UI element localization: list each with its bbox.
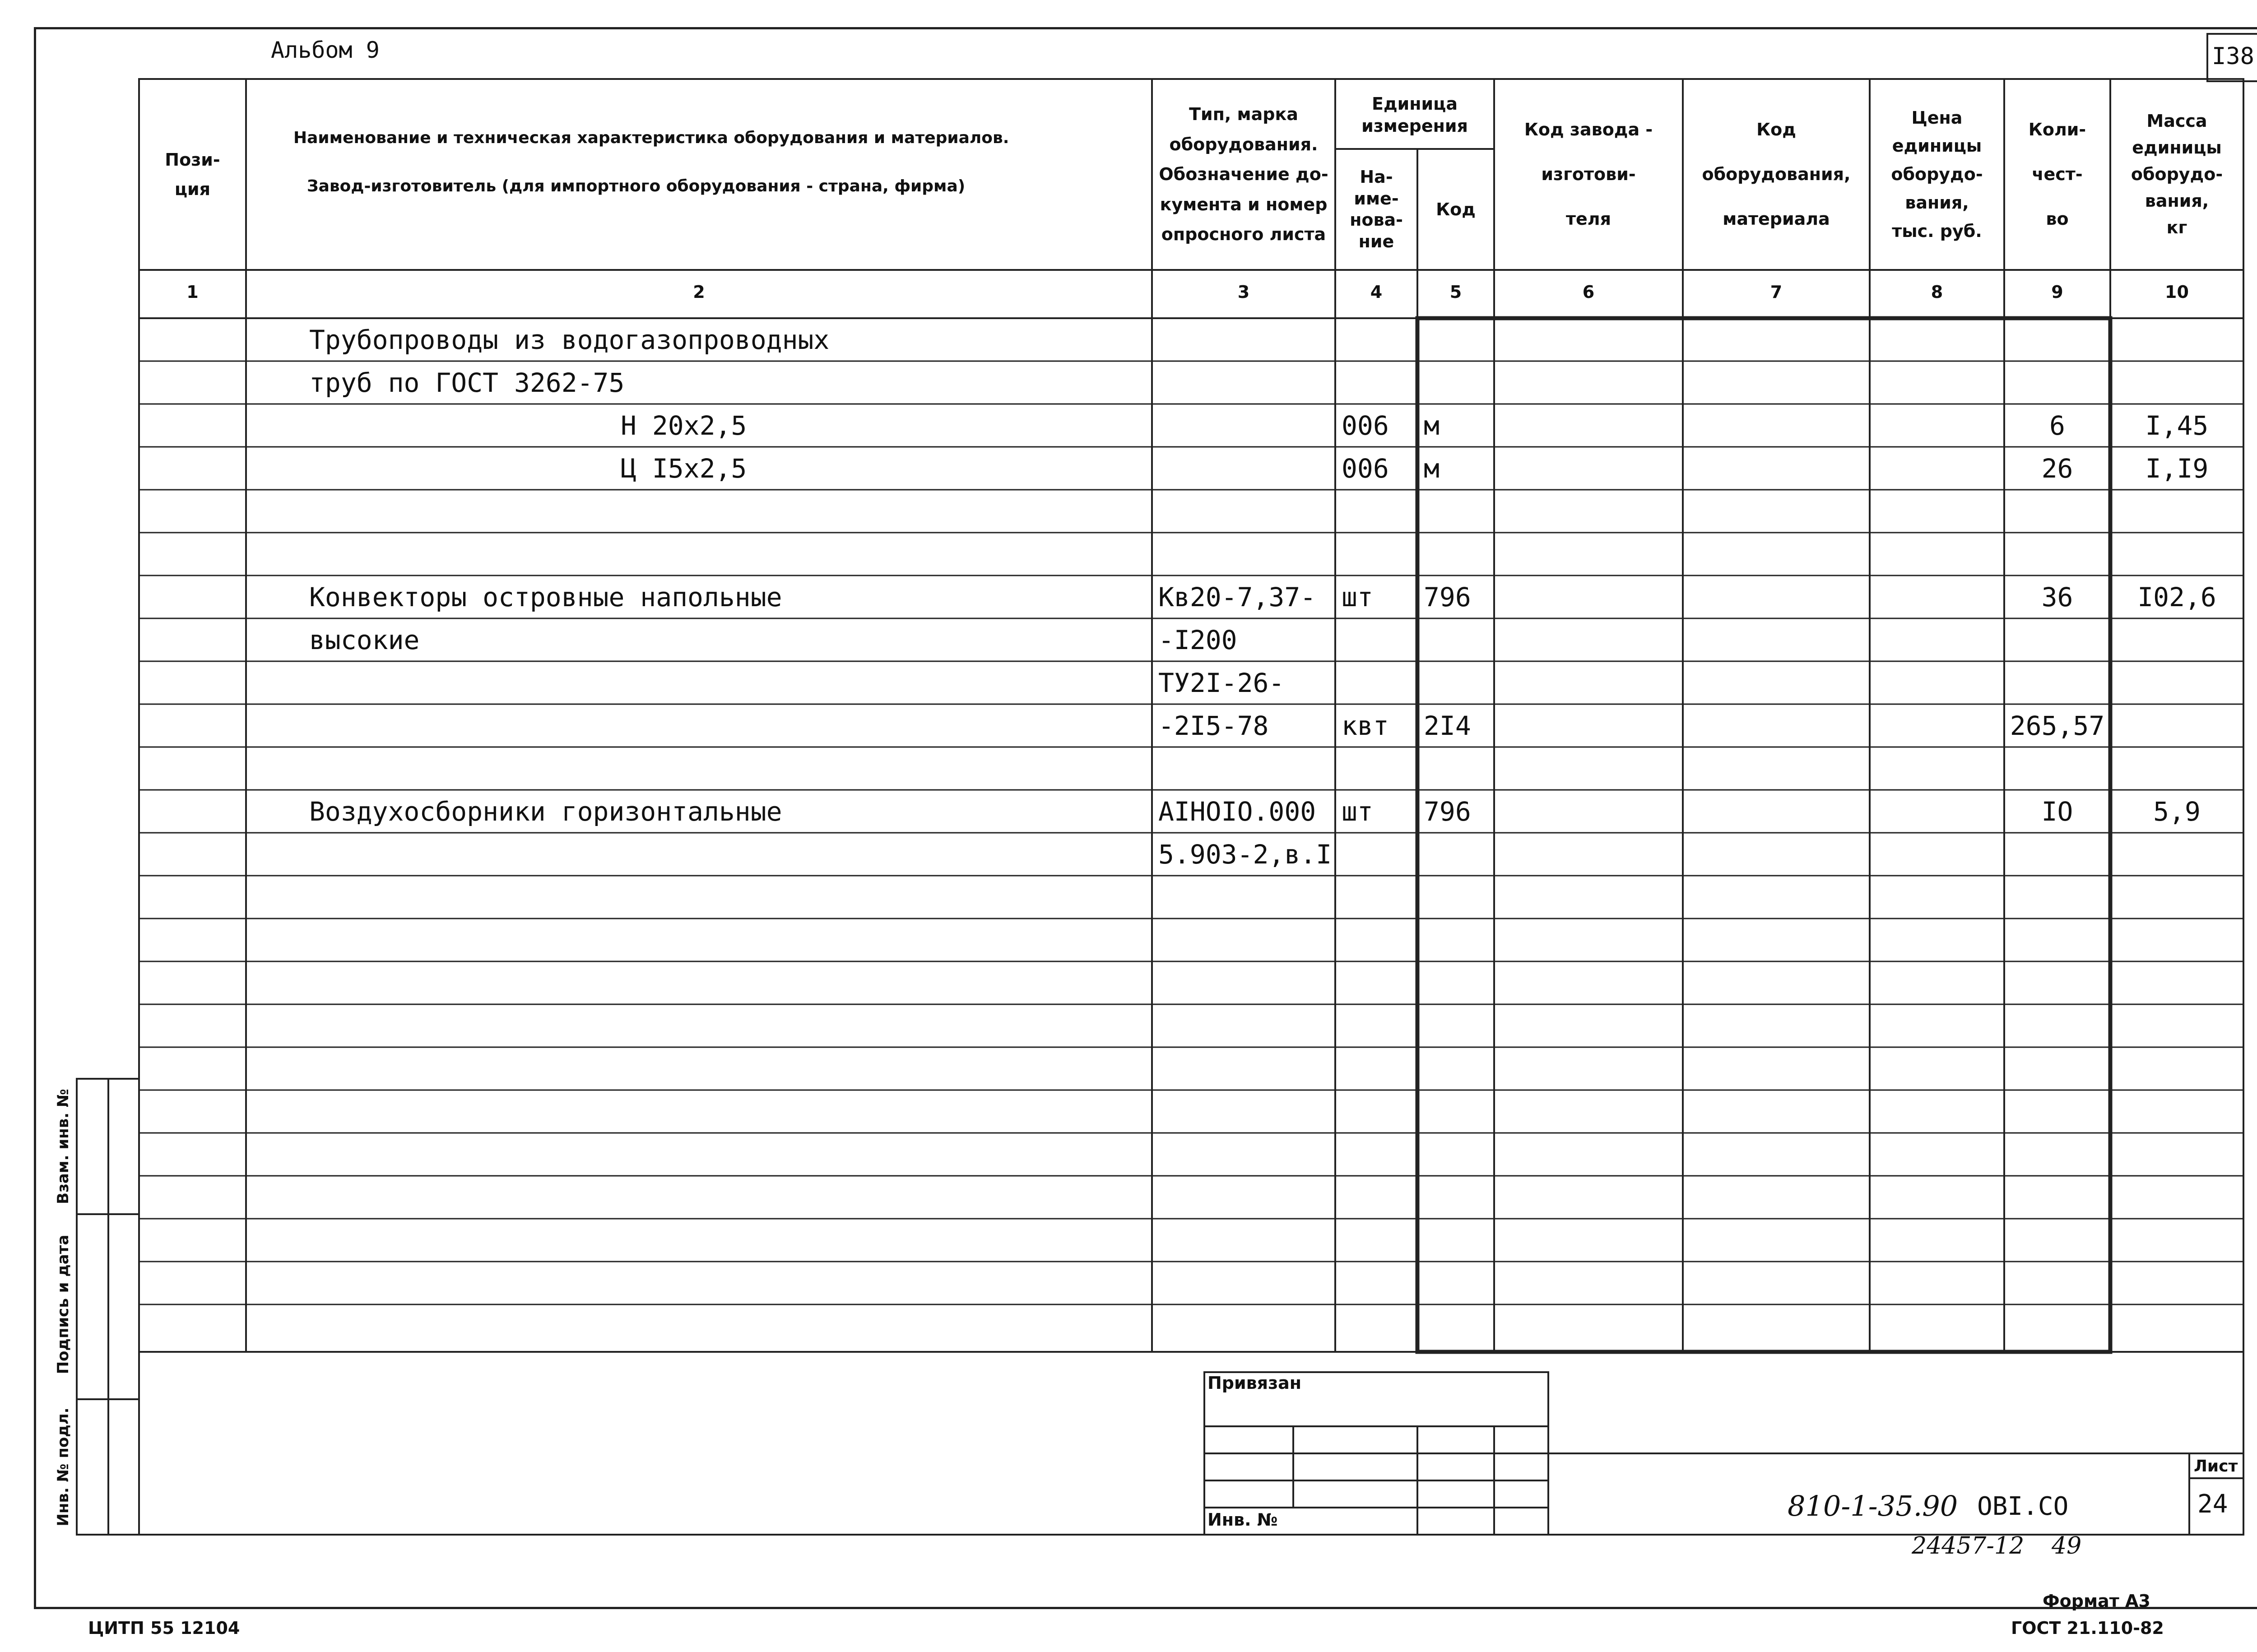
cell-type: ТУ2I-26- [1158, 668, 1285, 698]
header-name-line2: Завод-изготовитель (для импортного оборудования - страна, фирма) [307, 177, 966, 195]
footer-gost: ГОСТ 21.110-82 [2011, 1618, 2164, 1638]
cell-unit: шт [1342, 582, 1373, 613]
cell-name: высокие [309, 625, 420, 655]
cell-unit: 006 [1342, 453, 1389, 484]
cell-qty: IО [2041, 796, 2073, 827]
cell-code: 796 [1424, 796, 1471, 827]
stamp-doc-code: ОВI.СО [1977, 1492, 2069, 1521]
cell-name: труб по ГОСТ 3262-75 [309, 367, 625, 398]
sheet-badge: I38 [2212, 43, 2254, 70]
col-number: 10 [2165, 282, 2189, 302]
cell-name: Конвекторы островные напольные [309, 582, 782, 613]
header-mass: Масса единицы оборудо- вания, кг [2131, 111, 2223, 237]
cell-mass: I,45 [2145, 410, 2209, 441]
handwritten-number-2: 49 [2052, 1532, 2082, 1559]
cell-qty: 26 [2041, 453, 2073, 484]
col-number: 5 [1449, 282, 1462, 302]
cell-type: -I200 [1158, 625, 1237, 655]
side-label-replaced-inv: Взам. инв. № [54, 1089, 72, 1204]
stamp-designation: 810-1-35.90 [1788, 1490, 1958, 1522]
cell-code: м [1424, 453, 1440, 484]
cell-code: 796 [1424, 582, 1471, 613]
cell-name: Трубопроводы из водогазопроводных [309, 325, 830, 355]
stamp-list-label: Лист [2194, 1457, 2238, 1476]
cell-type: 5.903-2,в.I [1158, 839, 1332, 870]
cell-mass: I02,6 [2137, 582, 2216, 613]
cell-name: Воздухосборники горизонтальные [309, 796, 782, 827]
side-label-original-inv: Инв. № подл. [54, 1407, 72, 1527]
header-name-line1: Наименование и техническая характеристика оборудования и материалов. [293, 129, 1009, 147]
cell-unit: шт [1342, 796, 1373, 827]
cell-type: -2I5-78 [1158, 710, 1269, 741]
header-plant-code: Код завода - изготови- теля [1524, 120, 1653, 229]
cell-mass: 5,9 [2153, 796, 2201, 827]
header-position: Пози- ция [165, 149, 220, 199]
col-number: 3 [1237, 282, 1250, 302]
col-number: 9 [2051, 282, 2063, 302]
stamp-inv-no: Инв. № [1207, 1510, 1278, 1530]
side-label-signature-date: Подпись и дата [54, 1234, 72, 1374]
col-number: 1 [186, 282, 199, 302]
col-number: 7 [1770, 282, 1783, 302]
header-type: Тип, марка оборудования. Обозначение до- кумента и номер опросного листа [1159, 104, 1328, 245]
handwritten-number: 24457-12 [1912, 1532, 2025, 1559]
col-number: 6 [1582, 282, 1595, 302]
cell-code: м [1424, 410, 1440, 441]
col-number: 8 [1931, 282, 1943, 302]
cell-qty: 36 [2041, 582, 2073, 613]
stamp-list-number: 24 [2197, 1490, 2228, 1519]
col-number: 4 [1370, 282, 1383, 302]
cell-unit: 006 [1342, 410, 1389, 441]
header-unit-code: Код [1436, 199, 1476, 219]
cell-code: 2I4 [1424, 710, 1471, 741]
col-number: 2 [693, 282, 705, 302]
cell-name: Н 20х2,5 [621, 410, 747, 441]
cell-mass: I,I9 [2145, 453, 2209, 484]
header-price: Цена единицы оборудо- вания, тыс. руб. [1891, 107, 1983, 241]
stamp-privyazan: Привязан [1207, 1373, 1302, 1393]
album-label: Альбом 9 [271, 37, 380, 63]
cell-qty: 6 [2049, 410, 2065, 441]
cell-unit: квт [1342, 710, 1389, 741]
cell-type: АIНОIО.000 [1158, 796, 1316, 827]
cell-qty: 265,57 [2010, 710, 2105, 741]
cell-type: Кв20-7,37- [1158, 582, 1316, 613]
header-unit: Единица измерения [1361, 93, 1468, 136]
footer-format: Формат А3 [2043, 1591, 2150, 1611]
header-unit-name: На- име- нова- ние [1350, 167, 1403, 251]
footer-left-code: ЦИТП 55 12104 [88, 1618, 240, 1638]
header-quantity: Коли- чест- во [2028, 120, 2086, 229]
cell-name: Ц I5х2,5 [621, 453, 747, 484]
header-equipment-code: Код оборудования, материала [1702, 120, 1851, 229]
